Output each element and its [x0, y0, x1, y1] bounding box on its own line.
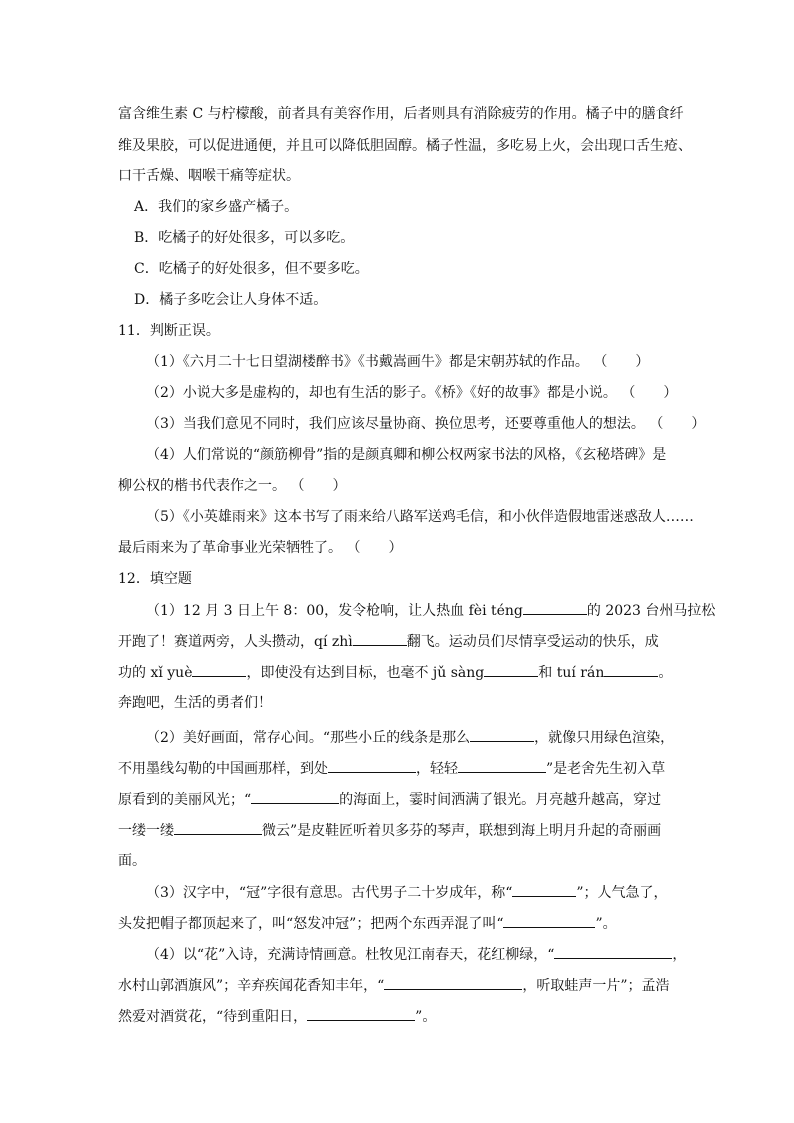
passage-line-2: 维及果胶，可以促进通便，并且可以降低胆固醇。橘子性温，多吃易上火，会出现口舌生疮、	[118, 138, 692, 154]
question-12-item-2-line-2	[118, 758, 665, 779]
option-c: C．吃橘子的好处很多，但不要多吃。	[134, 261, 369, 277]
answer-blank[interactable]	[523, 600, 587, 615]
question-11-title: 11．判断正误。	[118, 323, 220, 339]
option-a: A．我们的家乡盛产橘子。	[134, 199, 299, 215]
question-11-item-4-line-1: （4）人们常说的“颜筋柳骨”指的是颜真卿和柳公权两家书法的风格，《玄秘塔碑》是	[146, 447, 667, 463]
text-segment: ，就像只用绿色渲染，	[534, 730, 675, 746]
answer-blank[interactable]	[353, 631, 407, 646]
answer-blank[interactable]	[554, 944, 672, 959]
text-segment: 不用墨线勾勒的中国画那样，到处	[118, 761, 328, 777]
text-segment: 的 2023 台州马拉松	[586, 603, 716, 619]
question-12-item-3-line-1	[146, 882, 668, 903]
answer-blank[interactable]	[251, 789, 339, 804]
question-12-item-1-line-2	[118, 631, 659, 652]
question-11-item-5-line-2: 最后雨来为了革命事业光荣牺牲了。 （ ）	[118, 540, 403, 556]
option-b: B．吃橘子的好处很多，可以多吃。	[134, 230, 355, 246]
answer-blank[interactable]	[384, 975, 522, 990]
answer-blank[interactable]	[458, 758, 546, 773]
question-12-item-1-line-1	[146, 600, 715, 621]
text-segment: （4）以“花”入诗，充满诗情画意。杜牧见江南春天，花红柳绿，“	[146, 947, 555, 963]
answer-blank[interactable]	[174, 820, 262, 835]
text-segment: （3）汉字中，“冠”字很有意思。古代男子二十岁成年，称“	[146, 885, 513, 901]
text-segment: （2）美好画面，常存心间。“那些小丘的线条是那么	[146, 730, 471, 746]
text-segment: ”；人气急了，	[576, 885, 668, 901]
text-segment: ，轻轻	[416, 761, 458, 777]
answer-blank[interactable]	[484, 662, 538, 677]
text-segment: ，即使没有达到目标，也毫不 jǔ sàng	[246, 665, 485, 681]
passage-line-3: 口干舌燥、咽喉干痛等症状。	[118, 168, 300, 184]
question-11-item-3: （3）当我们意见不同时，我们应该尽量协商、换位思考，还要尊重他人的想法。 （ ）	[146, 416, 706, 432]
text-segment: （1）12 月 3 日上午 8：00，发令枪响，让人热血 fèi téng	[146, 603, 523, 619]
text-segment: ”是老舍先生初入草	[546, 761, 666, 777]
question-12-item-4-line-3	[118, 1006, 436, 1027]
answer-blank[interactable]	[512, 882, 576, 897]
answer-blank[interactable]	[307, 1006, 415, 1021]
text-segment: 水村山郭酒旗风”；辛弃疾闻花香知丰年，“	[118, 978, 385, 994]
question-11-item-4-line-2: 柳公权的楷书代表作之一。 （ ）	[118, 478, 347, 494]
text-segment: 一缕一缕	[118, 823, 174, 839]
question-12-item-4-line-1	[146, 944, 686, 965]
text-segment: 原看到的美丽风光；“	[118, 792, 252, 808]
text-segment: 头发把帽子都顶起来了，叫“怒发冲冠”；把两个东西弄混了叫“	[118, 916, 504, 932]
text-segment: ，	[672, 947, 687, 963]
answer-blank[interactable]	[192, 662, 246, 677]
text-segment: 微云”是皮鞋匠听着贝多芬的琴声，联想到海上明月升起的奇丽画	[262, 823, 662, 839]
text-segment: 然爱对酒赏花，“待到重阳日，	[118, 1009, 308, 1025]
answer-blank[interactable]	[470, 727, 534, 742]
question-12-item-3-line-2	[118, 913, 617, 934]
passage-line-1: 富含维生素 C 与柠檬酸，前者具有美容作用，后者则具有消除疲劳的作用。橘子中的膳食纤	[118, 106, 684, 122]
text-segment: 开跑了！赛道两旁，人头攒动，qí zhì	[118, 634, 353, 650]
question-12-title: 12．填空题	[118, 571, 192, 587]
question-11-item-1: （1）《六月二十七日望湖楼醉书》《书戴嵩画牛》都是宋朝苏轼的作品。 （ ）	[146, 354, 650, 370]
question-12-item-4-line-2	[118, 975, 670, 996]
question-12-item-2-line-4	[118, 820, 661, 841]
text-segment: 功的 xǐ yuè	[118, 665, 193, 681]
text-segment: 和 tuí rán	[538, 665, 605, 681]
question-12-item-1-line-4: 奔跑吧，生活的勇者们！	[118, 695, 272, 711]
text-segment: ”。	[415, 1009, 437, 1025]
text-segment: 翻飞。运动员们尽情享受运动的快乐，成	[406, 634, 659, 650]
answer-blank[interactable]	[503, 913, 595, 928]
question-12-item-2-line-1	[146, 727, 674, 748]
text-segment: 。	[658, 665, 673, 681]
question-11-item-2: （2）小说大多是虚构的，却也有生活的影子。《桥》《好的故事》都是小说。 （ ）	[146, 385, 678, 401]
option-d: D．橘子多吃会让人身体不适。	[134, 292, 328, 308]
answer-blank[interactable]	[328, 758, 416, 773]
text-segment: ”。	[595, 916, 617, 932]
question-12-item-1-line-3	[118, 662, 672, 683]
question-11-item-5-line-1: （5）《小英雄雨来》这本书写了雨来给八路军送鸡毛信，和小伙伴造假地雷迷惑敌人……	[146, 509, 694, 525]
question-12-item-2-line-3	[118, 789, 661, 810]
text-segment: 的海面上，霎时间洒满了银光。月亮越升越高，穿过	[339, 792, 662, 808]
question-12-item-2-line-5: 面。	[118, 853, 146, 869]
text-segment: ，听取蛙声一片”；孟浩	[522, 978, 670, 994]
answer-blank[interactable]	[604, 662, 658, 677]
